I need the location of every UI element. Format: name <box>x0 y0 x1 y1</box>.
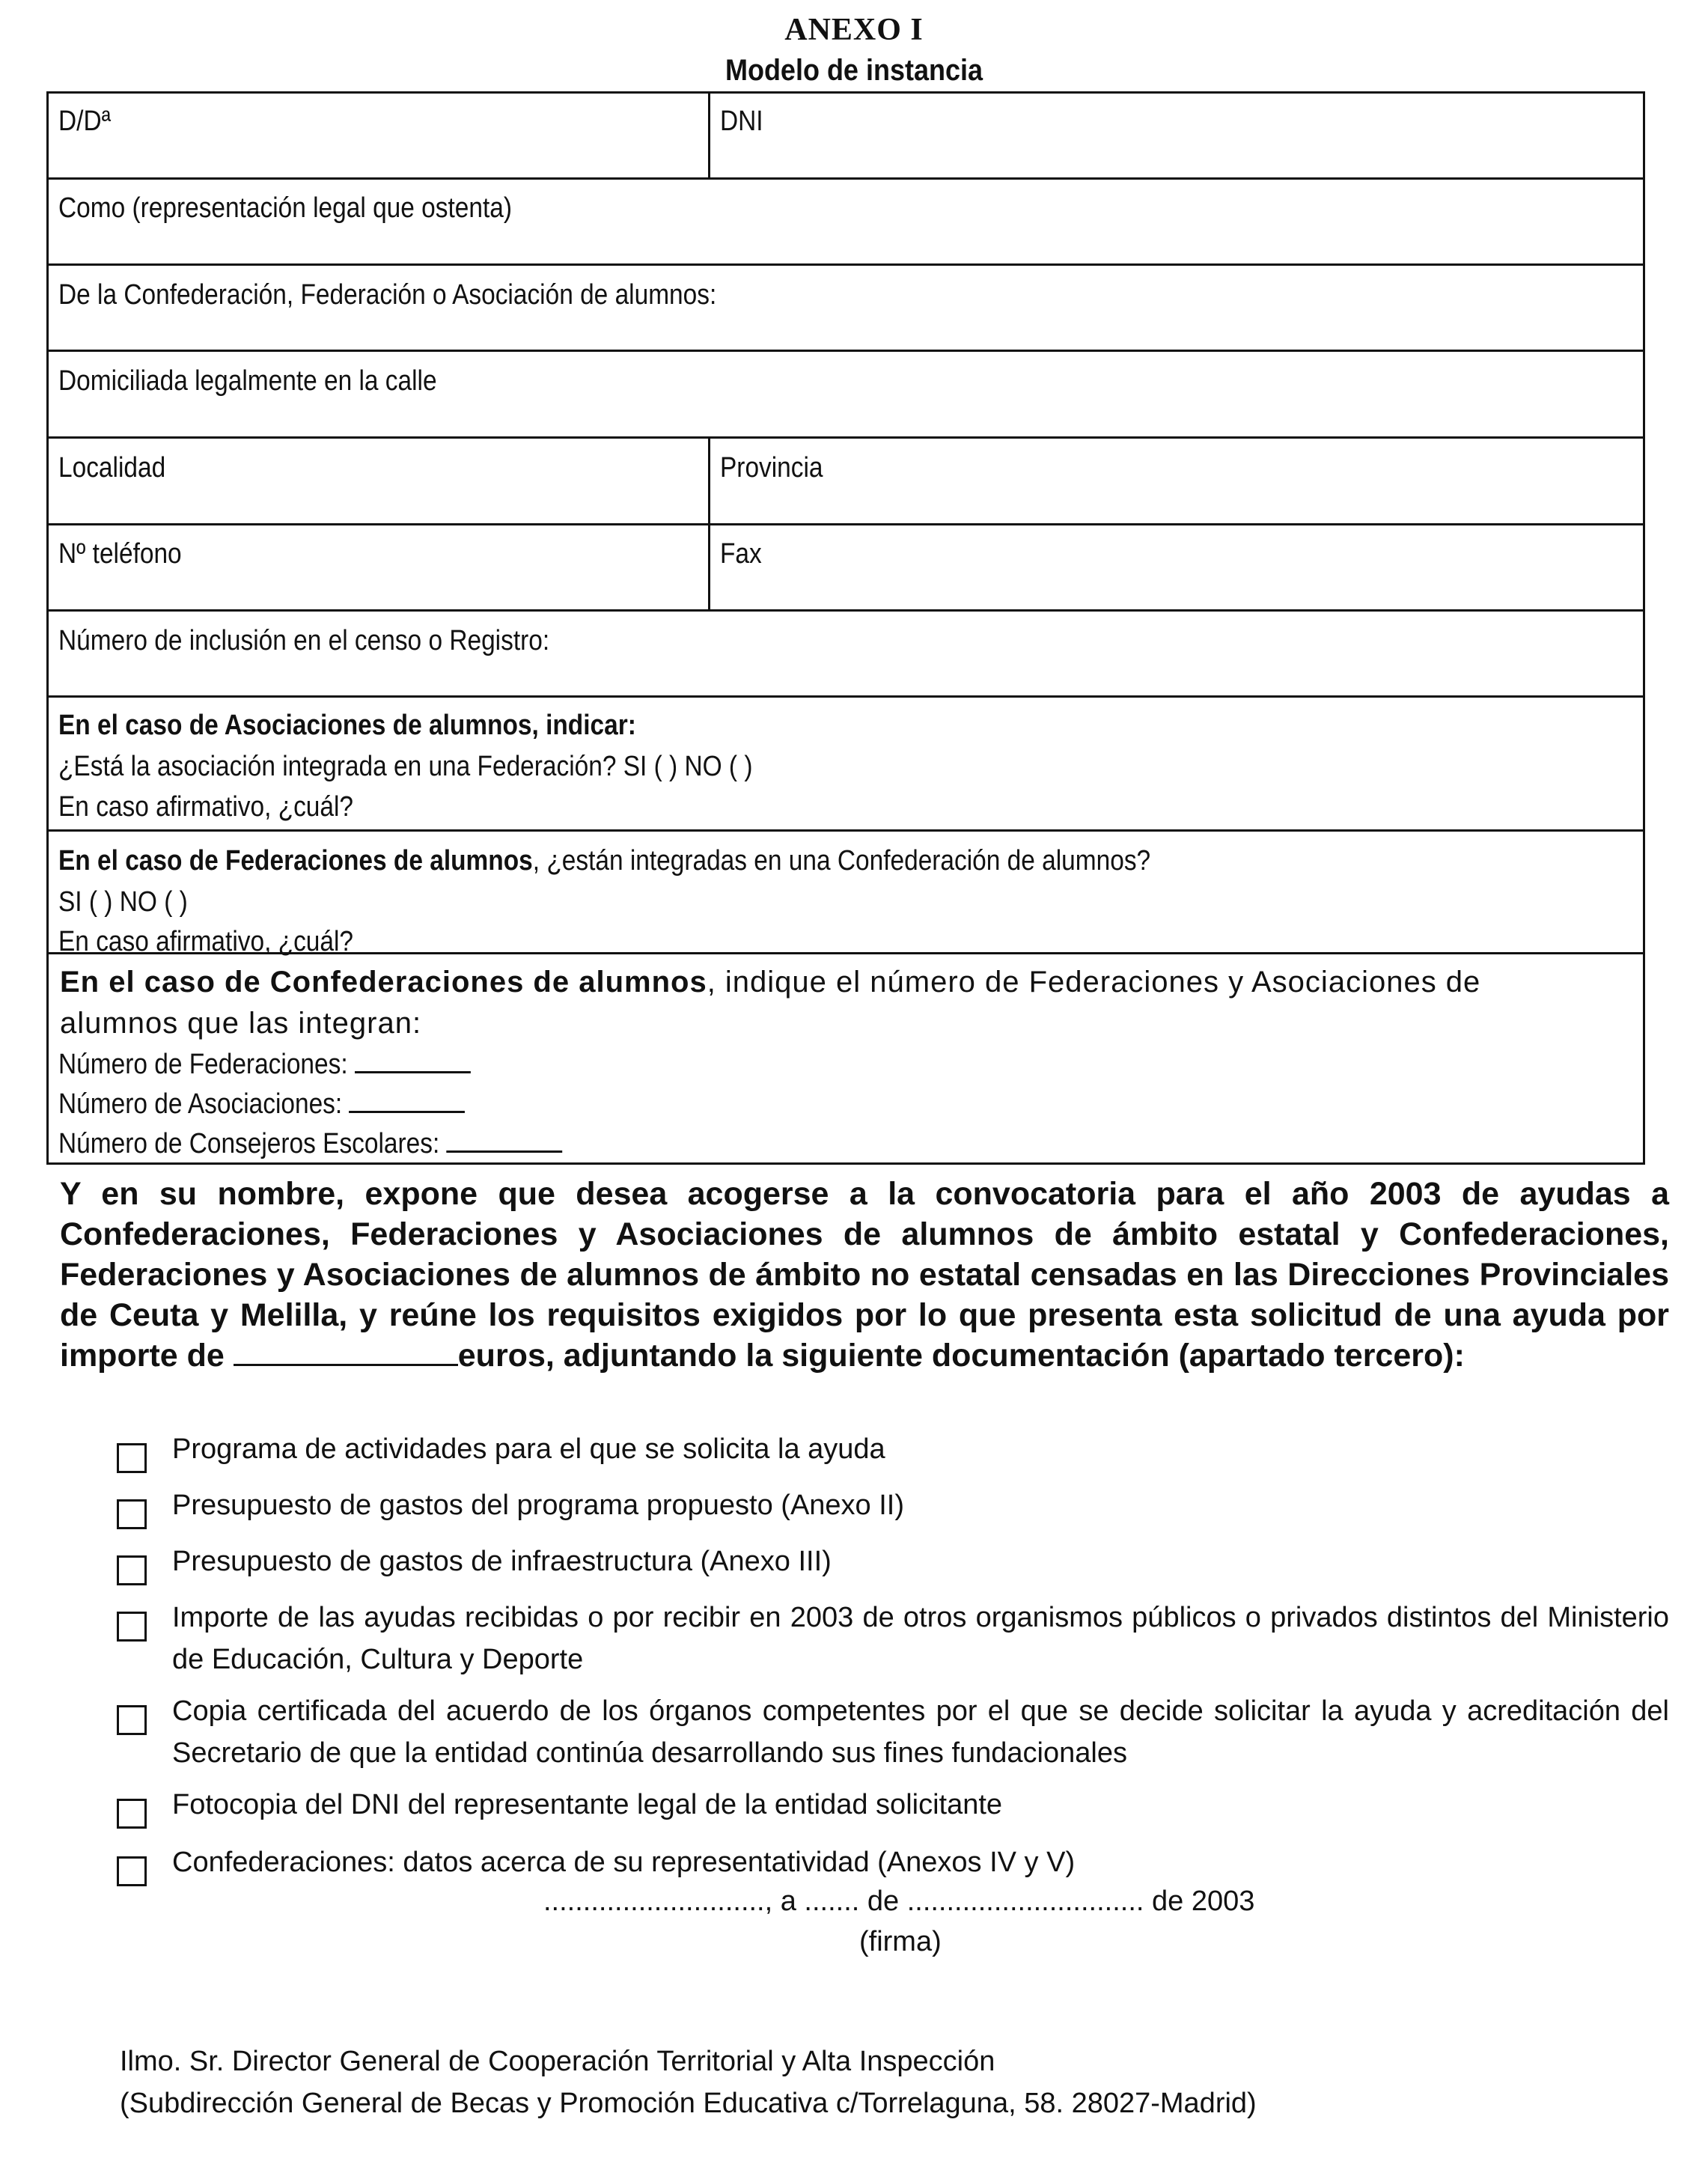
federations-followup[interactable]: En caso afirmativo, ¿cuál? <box>58 926 354 957</box>
federations-question-text: , ¿están integradas en una Confederación de alumnos? <box>532 845 1151 877</box>
federations-count-field[interactable] <box>58 1046 471 1082</box>
date-place-line[interactable]: ............................, a ....... de .............................. de 2003 <box>543 1886 1255 1917</box>
column-divider <box>708 436 710 612</box>
councillors-count-label: Número de Consejeros Escolares: <box>58 1128 440 1159</box>
associations-heading: En el caso de Asociaciones de alumnos, indicar: <box>58 710 636 741</box>
dni-field[interactable]: DNI <box>720 106 763 137</box>
checkbox-infrastructure-budget[interactable] <box>117 1555 147 1585</box>
row-divider <box>46 695 1645 698</box>
checkbox-program-budget[interactable] <box>117 1499 147 1529</box>
document-item: Copia certificada del acuerdo de los órganos competentes por el que se decide solicitar la ayuda y acreditación del Secretario de que la entidad continúa desarrollando sus fines fundacionales <box>172 1695 1669 1769</box>
address-field[interactable]: Domiciliada legalmente en la calle <box>58 365 437 397</box>
statement-text: Y en su nombre, expone que desea acogerse a la convocatoria para el año 2003 de ayudas a Confederaciones, Federaciones y Asociaciones de alumnos de ámbito estatal y Confederaciones, Federaciones y Asociaciones de alumnos de ámbito no estatal censadas en las Direcciones Provinciales de Ceuta y Melilla, y reúne los requisitos exigidos por lo que presenta esta solicitud de una ayuda por importe de <box>60 1176 1669 1374</box>
document-item: Presupuesto de gastos de infraestructura (Anexo III) <box>172 1546 832 1577</box>
statement-text-end: euros, adjuntando la siguiente documentación (apartado tercero): <box>457 1338 1465 1374</box>
associations-count-label: Número de Asociaciones: <box>58 1088 343 1120</box>
province-field[interactable]: Provincia <box>720 452 823 484</box>
councillors-count-blank[interactable] <box>447 1150 563 1153</box>
confederations-question-text: , indique el número de Federaciones y Asociaciones de <box>707 966 1481 999</box>
document-item: Presupuesto de gastos del programa propuesto (Anexo II) <box>172 1490 905 1521</box>
representation-field[interactable]: Como (representación legal que ostenta) <box>58 192 512 224</box>
federations-heading: En el caso de Federaciones de alumnos <box>58 845 533 877</box>
page-title: ANEXO I <box>784 13 924 47</box>
row-divider <box>46 609 1645 612</box>
row-divider <box>46 436 1645 439</box>
checkbox-other-aids[interactable] <box>117 1612 147 1642</box>
page-subtitle: Modelo de instancia <box>725 54 983 87</box>
addressee-line-1: Ilmo. Sr. Director General de Cooperación Territorial y Alta Inspección <box>120 2046 995 2077</box>
checkbox-confederations-data[interactable] <box>117 1856 147 1886</box>
document-item: Confederaciones: datos acerca de su representatividad (Anexos IV y V) <box>172 1847 1076 1878</box>
row-divider <box>46 263 1645 266</box>
fax-field[interactable]: Fax <box>720 538 762 570</box>
addressee-line-2: (Subdirección General de Becas y Promoción Educativa c/Torrelaguna, 58. 28027-Madrid) <box>120 2088 1257 2119</box>
federations-options[interactable]: SI ( ) NO ( ) <box>58 886 188 918</box>
locality-field[interactable]: Localidad <box>58 452 166 484</box>
document-item: Importe de las ayudas recibidas o por recibir en 2003 de otros organismos públicos o privados distintos del Ministerio de Educación, Cultura y Deporte <box>172 1602 1669 1675</box>
signature-label: (firma) <box>859 1926 942 1957</box>
registry-number-field[interactable]: Número de inclusión en el censo o Registro: <box>58 625 550 656</box>
associations-count-blank[interactable] <box>349 1111 465 1113</box>
checkbox-dni-copy[interactable] <box>117 1799 147 1829</box>
confederations-question-line2: alumnos que las integran: <box>60 1007 422 1040</box>
federations-count-label: Número de Federaciones: <box>58 1049 348 1080</box>
associations-followup[interactable]: En caso afirmativo, ¿cuál? <box>58 791 354 823</box>
confederations-question <box>60 963 1480 1002</box>
federations-count-blank[interactable] <box>355 1071 471 1073</box>
name-field[interactable]: D/Dª <box>58 106 111 137</box>
entity-field[interactable]: De la Confederación, Federación o Asociación de alumnos: <box>58 279 717 311</box>
councillors-count-field[interactable] <box>58 1126 562 1162</box>
statement-paragraph <box>60 1174 1669 1376</box>
row-divider <box>46 523 1645 525</box>
federations-question <box>58 843 1150 879</box>
row-divider <box>46 350 1645 352</box>
associations-count-field[interactable] <box>58 1086 465 1122</box>
phone-field[interactable]: Nº teléfono <box>58 538 182 570</box>
row-divider <box>46 177 1645 180</box>
checkbox-certified-agreement[interactable] <box>117 1705 147 1735</box>
associations-federation-question[interactable]: ¿Está la asociación integrada en una Federación? SI ( ) NO ( ) <box>58 751 753 782</box>
document-item: Programa de actividades para el que se solicita la ayuda <box>172 1433 885 1465</box>
amount-blank[interactable] <box>234 1364 458 1366</box>
document-item: Fotocopia del DNI del representante legal de la entidad solicitante <box>172 1789 1003 1820</box>
confederations-heading: En el caso de Confederaciones de alumnos <box>60 966 707 999</box>
column-divider <box>708 91 710 180</box>
checkbox-activity-program[interactable] <box>117 1443 147 1473</box>
row-divider <box>46 829 1645 832</box>
